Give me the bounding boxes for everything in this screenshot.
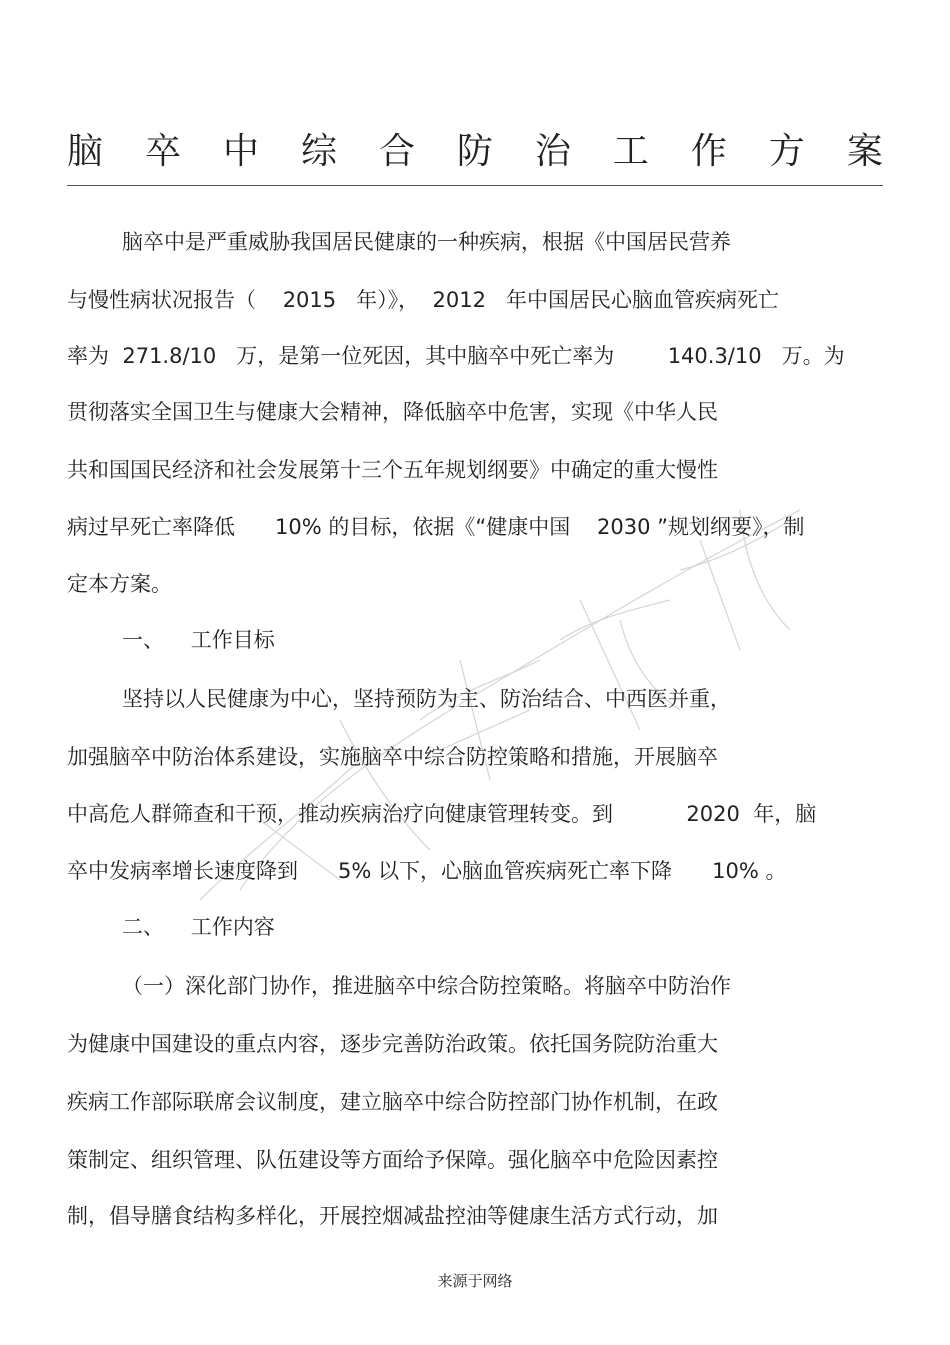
title-char: 合 xyxy=(378,131,415,172)
section-heading: 一、 工作目标 xyxy=(122,628,275,652)
body-line: 卒中发病率增长速度降到 5% 以下，心脑血管疾病死亡率下降 10% 。 xyxy=(67,859,787,883)
body-line: 中高危人群筛查和干预，推动疾病治疗向健康管理转变。到 2020 年，脑 xyxy=(67,802,817,826)
title-underline xyxy=(67,185,883,186)
title-char: 中 xyxy=(222,131,259,172)
body-line: （一）深化部门协作，推进脑卒中综合防控策略。将脑卒中防治作 xyxy=(122,974,731,998)
body-line: 脑卒中是严重威胁我国居民健康的一种疾病，根据《中国居民营养 xyxy=(122,230,731,254)
body-line: 坚持以人民健康为中心，坚持预防为主、防治结合、中西医并重， xyxy=(122,687,731,711)
title-char: 方 xyxy=(768,131,805,172)
body-line: 制，倡导膳食结构多样化，开展控烟减盐控油等健康生活方式行动，加 xyxy=(67,1204,718,1228)
title-char: 工 xyxy=(612,131,649,172)
title-char: 卒 xyxy=(144,131,181,172)
body-line: 策制定、组织管理、队伍建设等方面给予保障。强化脑卒中危险因素控 xyxy=(67,1148,718,1172)
title-char: 防 xyxy=(456,131,493,172)
page-footer: 来源于网络 xyxy=(437,1272,513,1290)
body-line: 贯彻落实全国卫生与健康大会精神，降低脑卒中危害，实现《中华人民 xyxy=(67,400,718,424)
body-line: 疾病工作部际联席会议制度，建立脑卒中综合防控部门协作机制，在政 xyxy=(67,1090,718,1114)
title-char: 治 xyxy=(534,131,571,172)
body-line: 定本方案。 xyxy=(67,572,172,596)
title-char: 综 xyxy=(300,131,337,172)
body-line: 为健康中国建设的重点内容，逐步完善防治政策。依托国务院防治重大 xyxy=(67,1032,718,1056)
body-line: 加强脑卒中防治体系建设，实施脑卒中综合防控策略和措施，开展脑卒 xyxy=(67,745,718,769)
section-heading: 二、 工作内容 xyxy=(122,915,275,939)
body-line: 病过早死亡率降低 10% 的目标，依据《“健康中国 2030 ”规划纲要》，制 xyxy=(67,515,805,539)
body-line: 共和国国民经济和社会发展第十三个五年规划纲要》中确定的重大慢性 xyxy=(67,458,718,482)
body-line: 与慢性病状况报告（ 2015 年）》， 2012 年中国居民心脑血管疾病死亡 xyxy=(67,288,779,312)
document-title xyxy=(67,130,883,174)
title-char: 脑 xyxy=(67,131,104,172)
body-line: 率为 271.8/10 万，是第一位死因，其中脑卒中死亡率为 140.3/10 万。为 xyxy=(67,344,845,368)
title-char: 案 xyxy=(846,131,883,172)
title-char: 作 xyxy=(690,131,727,172)
